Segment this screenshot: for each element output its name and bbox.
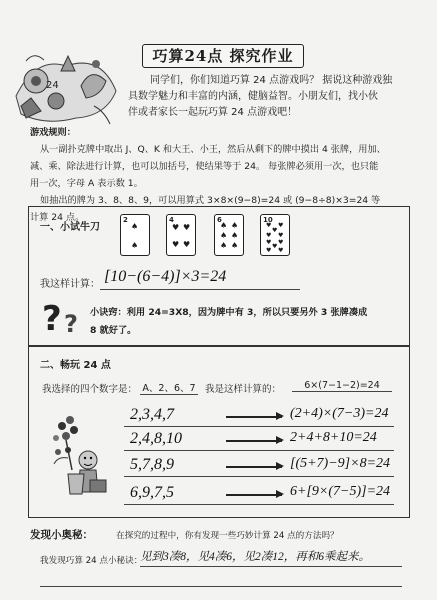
playing-card — [260, 214, 290, 256]
arrow-icon — [226, 440, 282, 442]
section-2-heading: 二、畅玩 24 点 — [40, 360, 111, 371]
row-underline — [124, 504, 394, 505]
playing-card — [120, 214, 150, 256]
row-expression: (2+4)×(7−3)=24 — [290, 406, 389, 421]
card-rank: 10 — [263, 216, 273, 224]
card-rank: 6 — [217, 216, 222, 224]
row-underline — [124, 426, 394, 427]
method-expression: 6×(7−1−2)=24 — [292, 380, 392, 392]
heart-icon: ♥ — [266, 222, 272, 229]
chosen-values: A、2、6、7 — [140, 380, 198, 395]
arrow-icon — [226, 494, 282, 496]
page-title: 巧算24点 探究作业 — [142, 44, 304, 68]
intro-line-3: 伴或者家长一起玩巧算 24 点游戏吧！ — [128, 107, 298, 118]
heart-icon: ♥ — [183, 240, 191, 249]
playing-card — [214, 214, 244, 256]
rules-example-2: 计算 24 点。 — [30, 212, 85, 223]
spade-icon: ♠ — [231, 231, 239, 240]
svg-text:24: 24 — [46, 80, 59, 91]
method-label: 我是这样计算的： — [205, 384, 282, 395]
tips-underline — [140, 566, 402, 567]
blank-line — [40, 586, 402, 587]
row-numbers: 2,4,8,10 — [130, 430, 182, 447]
tips-answer: 见到3凑8，见4凑6，见2凑12，再和6乘起来。 — [140, 551, 370, 563]
discover-heading: 发现小奥秘： — [30, 529, 93, 541]
spade-icon: ♠ — [231, 241, 239, 250]
row-expression: 6+[9×(7−5)]=24 — [290, 484, 391, 499]
row-numbers: 5,7,8,9 — [130, 456, 174, 473]
discover-question: 在探究的过程中，你有发现一些巧妙计算 24 点的方法吗？ — [116, 531, 339, 541]
row-numbers: 6,9,7,5 — [130, 484, 174, 501]
row-expression: 2+4+8+10=24 — [290, 430, 377, 445]
arrow-icon — [226, 416, 282, 418]
heart-icon: ♥ — [266, 239, 272, 246]
svg-text:?: ? — [64, 310, 78, 336]
tip-text-2: 8 就好了。 — [90, 325, 137, 336]
card-rank: 2 — [123, 216, 128, 224]
svg-text:?: ? — [42, 299, 62, 336]
rules-example-1: 如抽出的牌为 3、8、8、9，可以用算式 3×8×(9−8)=24 或 (9−8÷8)×3=24 等 — [40, 195, 381, 206]
card-rank: 4 — [169, 216, 174, 224]
spade-icon: ♠ — [220, 231, 228, 240]
calc-answer: [10−(6−4)]×3=24 — [104, 268, 227, 285]
arrow-icon — [226, 466, 282, 468]
spade-icon: ♠ — [231, 221, 239, 230]
heart-icon: ♥ — [172, 223, 180, 232]
playing-card — [166, 214, 196, 256]
row-underline — [124, 476, 394, 477]
heart-icon: ♥ — [272, 243, 278, 250]
spade-icon: ♠ — [220, 221, 228, 230]
calc-label: 我这样计算： — [40, 279, 100, 290]
heart-icon: ♥ — [272, 227, 278, 234]
cartoon-illustration — [6, 36, 124, 136]
flower-pot-illustration — [44, 412, 114, 502]
rules-line-2: 减、乘、除法进行计算，也可以加括号，使结果等于 24。 每张牌必须用一次，也只能 — [30, 161, 379, 172]
section-1-heading: 一、小试牛刀 — [40, 222, 100, 233]
heart-icon: ♥ — [278, 239, 284, 246]
heart-icon: ♥ — [278, 232, 284, 239]
spade-icon: ♠ — [131, 222, 139, 231]
row-numbers: 2,3,4,7 — [130, 406, 174, 423]
heart-icon: ♥ — [278, 222, 284, 229]
heart-icon: ♥ — [172, 240, 180, 249]
row-underline — [124, 450, 394, 451]
heart-icon: ♥ — [278, 247, 284, 254]
row-expression: [(5+7)−9]×8=24 — [290, 456, 391, 471]
tip-text: 小诀窍：利用 24=3X8，因为牌中有 3，所以只要另外 3 张牌凑成 — [90, 307, 368, 318]
question-mark-icon — [40, 296, 86, 336]
heart-icon: ♥ — [183, 223, 191, 232]
intro-line-1: 同学们，你们知道巧算 24 点游戏吗？ 据说这种游戏独 — [150, 75, 393, 86]
heart-icon: ♥ — [266, 232, 272, 239]
spade-icon: ♠ — [131, 241, 139, 250]
heart-icon: ♥ — [266, 247, 272, 254]
chosen-label: 我选择的四个数字是： — [42, 384, 138, 395]
rules-line-1: 从一副扑克牌中取出 J、Q、K 和大王、小王，然后从剩下的牌中摸出 4 张牌，用加、 — [40, 144, 386, 155]
tips-label: 我发现巧算 24 点小秘诀： — [40, 556, 143, 566]
rules-heading: 游戏规则： — [30, 127, 76, 138]
intro-line-2: 具数学魅力和丰富的内涵，健脑益智。小朋友们，找小伙 — [128, 91, 378, 102]
rules-line-3: 用一次，字母 A 表示数 1。 — [30, 178, 143, 189]
spade-icon: ♠ — [220, 241, 228, 250]
calc-underline — [100, 289, 300, 290]
